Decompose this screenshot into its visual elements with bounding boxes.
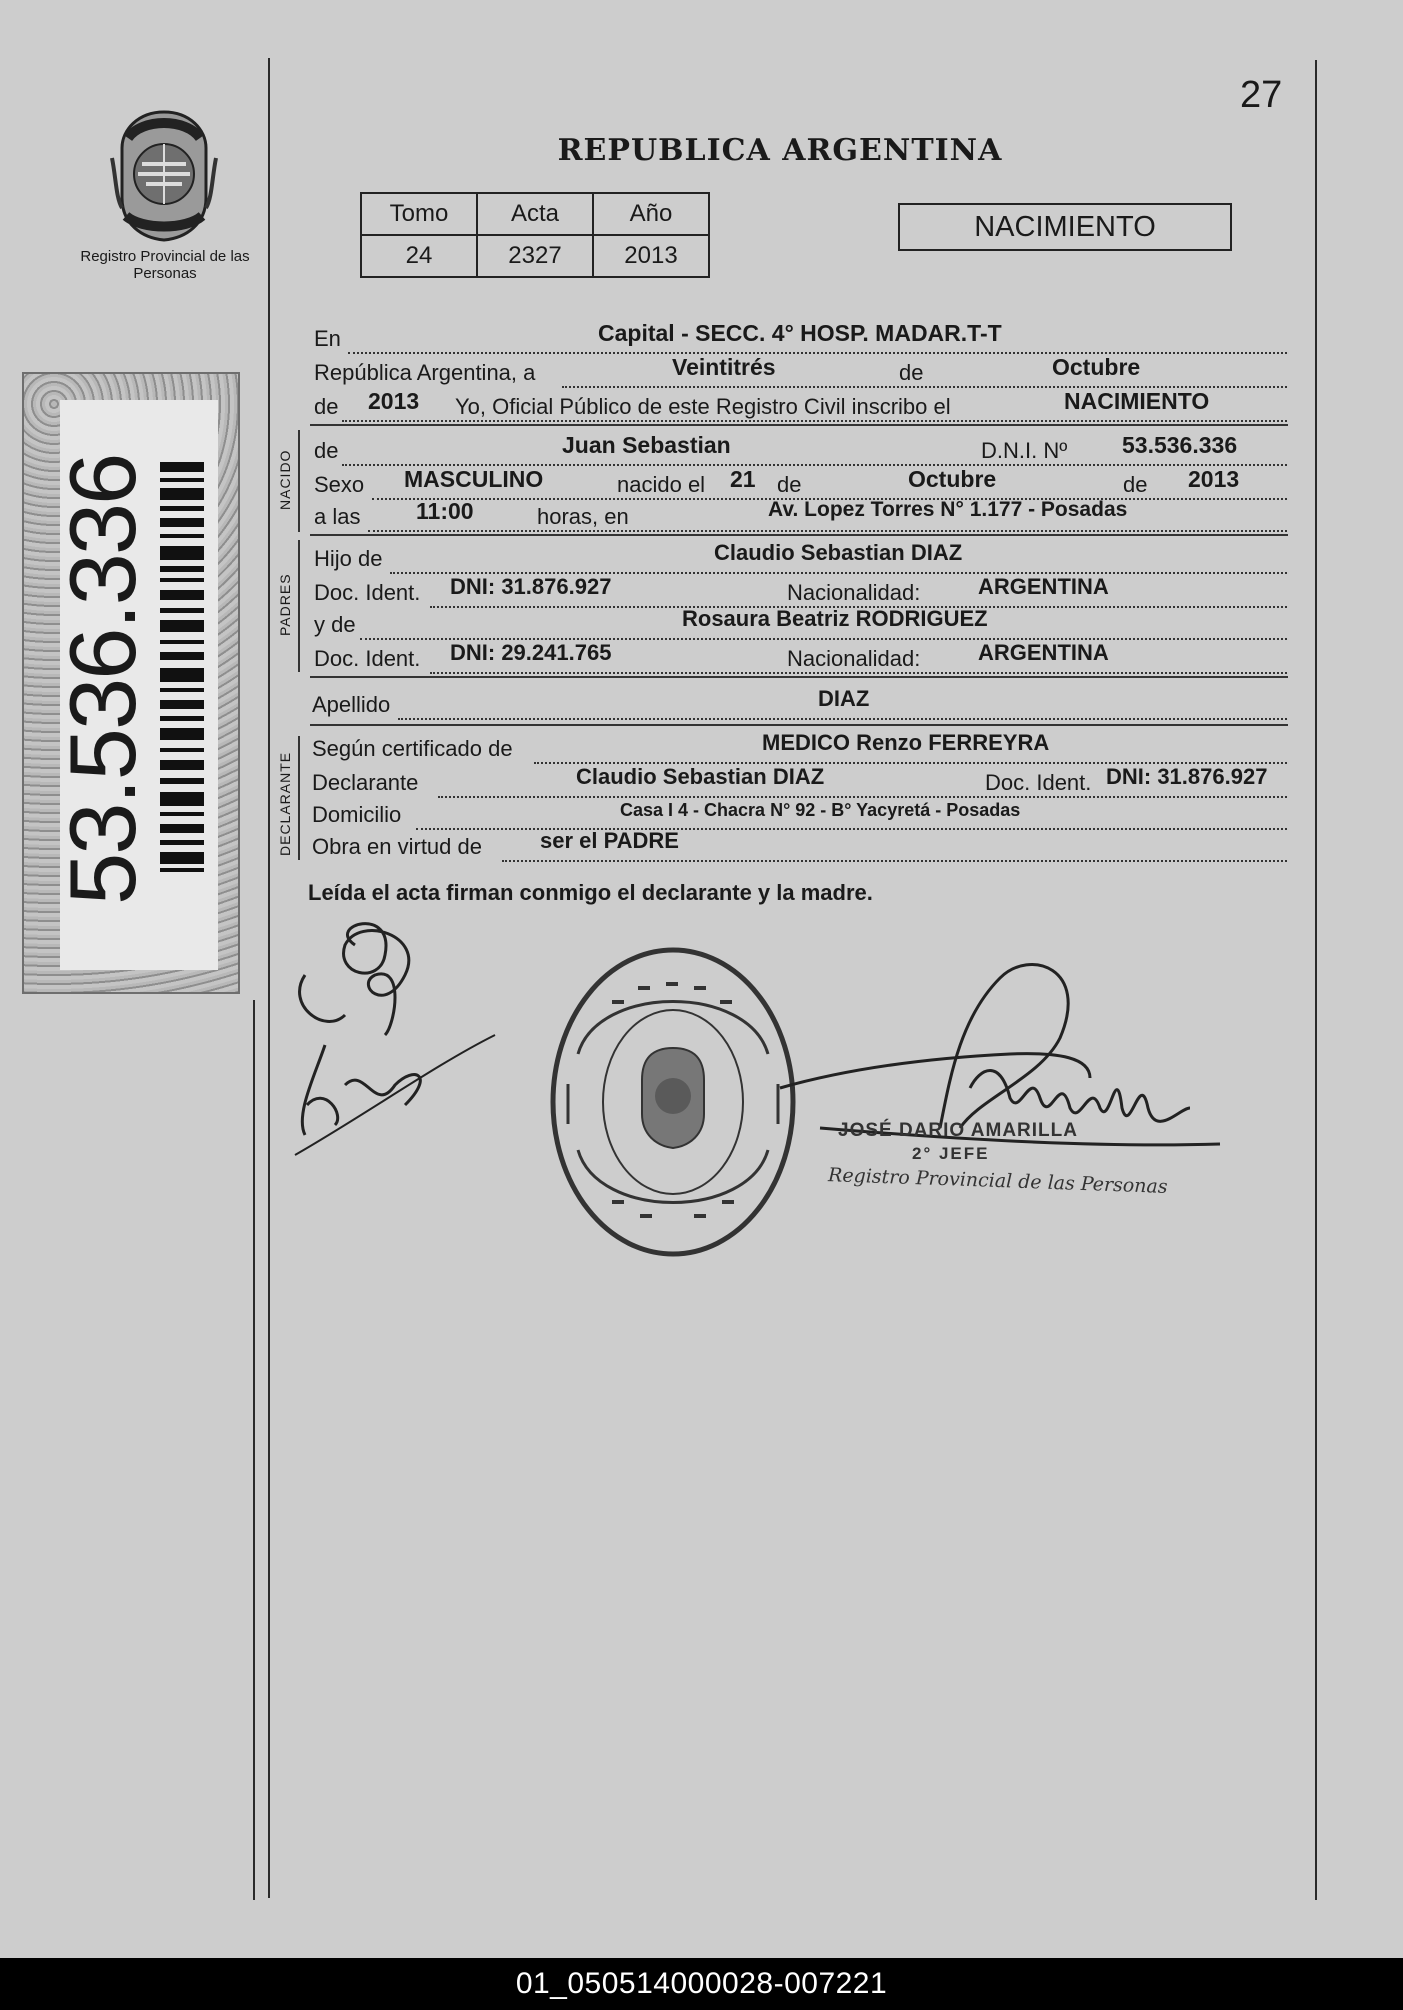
day-value: Veintitrés xyxy=(672,354,776,380)
domicilio-label: Domicilio xyxy=(312,802,402,827)
father-nationality: ARGENTINA xyxy=(978,574,1109,599)
padres-label: PADRES xyxy=(277,573,293,636)
apellido-label: Apellido xyxy=(312,692,391,717)
nacido-label: NACIDO xyxy=(277,449,293,510)
row-place xyxy=(312,320,1287,358)
dni-label: D.N.I. Nº xyxy=(978,438,1070,464)
section-divider xyxy=(310,676,1288,678)
closing-statement: Leída el acta firman conmigo el declarante y la madre. xyxy=(308,880,873,905)
row-address xyxy=(312,802,1287,834)
declarante-field-label: Declarante xyxy=(312,770,419,795)
nacido-bracket xyxy=(298,430,300,532)
doc-ident-label: Doc. Ident. xyxy=(314,580,421,605)
dotted-line xyxy=(398,718,1287,720)
row-declarant xyxy=(312,764,1287,802)
right-margin-line xyxy=(1315,60,1317,1900)
birth-month: Octubre xyxy=(908,466,997,492)
mother-signature xyxy=(285,915,505,1175)
table-header: Año xyxy=(593,193,709,235)
dotted-line xyxy=(430,672,1287,674)
republica-label: República Argentina, a xyxy=(314,360,536,385)
record-table xyxy=(360,192,710,278)
padres-bracket xyxy=(298,540,300,672)
section-divider xyxy=(310,534,1288,536)
row-time-place xyxy=(312,498,1287,536)
left-margin-line-lower xyxy=(253,1000,255,1900)
officer-office: Registro Provincial de las Personas xyxy=(827,1164,1168,1198)
tomo-value: 24 xyxy=(361,235,477,277)
mother-nationality: ARGENTINA xyxy=(978,640,1109,665)
table-header: Tomo xyxy=(361,193,477,235)
record-type-box: NACIMIENTO xyxy=(898,203,1232,251)
sex-value: MASCULINO xyxy=(404,466,544,492)
declarant-doc: DNI: 31.876.927 xyxy=(1106,764,1268,789)
de2-label: de xyxy=(314,394,339,419)
mother-name: Rosaura Beatriz RODRIGUEZ xyxy=(682,606,988,631)
father-name: Claudio Sebastian DIAZ xyxy=(714,540,963,565)
nacionalidad-label: Nacionalidad: xyxy=(784,646,923,672)
provincial-seal-icon xyxy=(108,108,220,244)
acta-value: 2327 xyxy=(477,235,593,277)
mother-doc: DNI: 29.241.765 xyxy=(450,640,612,665)
place-value: Capital - SECC. 4° HOSP. MADAR.T-T xyxy=(598,320,1002,346)
doc-ident-label: Doc. Ident. xyxy=(982,770,1094,796)
anio-value: 2013 xyxy=(593,235,709,277)
birth-day: 21 xyxy=(730,466,756,492)
officer-signature xyxy=(760,958,1230,1188)
barcode-icon xyxy=(160,462,204,872)
left-margin-line xyxy=(268,58,270,1898)
declarant-name: Claudio Sebastian DIAZ xyxy=(576,764,825,789)
declarante-label: DECLARANTE xyxy=(277,751,293,856)
de-label: de xyxy=(896,360,926,386)
dotted-line xyxy=(348,352,1287,354)
y-de-label: y de xyxy=(314,612,356,637)
obra-label: Obra en virtud de xyxy=(312,834,482,859)
child-name: Juan Sebastian xyxy=(562,432,731,458)
doc-ident-label: Doc. Ident. xyxy=(314,646,421,671)
birth-place: Av. Lopez Torres N° 1.177 - Posadas xyxy=(768,498,1128,521)
declarante-bracket xyxy=(298,736,300,860)
row-surname xyxy=(312,686,1287,724)
sexo-label: Sexo xyxy=(314,472,365,497)
barcode-number: 53.536.336 xyxy=(50,454,155,905)
de-label: de xyxy=(1120,472,1150,498)
document-title: REPUBLICA ARGENTINA xyxy=(557,133,1003,168)
en-label: En xyxy=(314,326,341,351)
section-divider xyxy=(310,724,1288,726)
horas-label: horas, en xyxy=(534,504,632,530)
section-divider xyxy=(310,424,1288,426)
cert-label: Según certificado de xyxy=(312,736,513,761)
statement-text: Yo, Oficial Público de este Registro Civil inscribo el xyxy=(452,394,954,420)
officer-name: JOSÉ DARIO AMARILLA xyxy=(838,1120,1078,1141)
address-value: Casa I 4 - Chacra N° 92 - B° Yacyretá - Posadas xyxy=(620,800,1021,820)
hijo-de-label: Hijo de xyxy=(314,546,383,571)
year-value: 2013 xyxy=(368,388,420,414)
nacido-el-label: nacido el xyxy=(614,472,708,498)
dotted-line xyxy=(438,796,1287,798)
page-number: 27 xyxy=(1240,74,1283,116)
cert-value: MEDICO Renzo FERREYRA xyxy=(762,730,1050,755)
dotted-line xyxy=(502,860,1287,862)
birth-time: 11:00 xyxy=(416,498,474,524)
capacity-value: ser el PADRE xyxy=(540,828,679,853)
footer-id: 01_050514000028-007221 xyxy=(0,1958,1403,2010)
father-doc: DNI: 31.876.927 xyxy=(450,574,612,599)
act-value: NACIMIENTO xyxy=(1064,388,1210,414)
officer-role: 2° JEFE xyxy=(912,1144,990,1163)
birth-year: 2013 xyxy=(1188,466,1240,492)
row-mother-doc xyxy=(312,640,1287,678)
month-value: Octubre xyxy=(1052,354,1141,380)
a-las-label: a las xyxy=(314,504,361,529)
surname-value: DIAZ xyxy=(818,686,870,711)
row-capacity xyxy=(312,828,1287,866)
row-statement xyxy=(312,388,1287,426)
child-dni: 53.536.336 xyxy=(1122,432,1238,458)
registry-label: Registro Provincial de las Personas xyxy=(80,248,250,282)
de-label: de xyxy=(314,438,339,463)
table-header: Acta xyxy=(477,193,593,235)
nacionalidad-label: Nacionalidad: xyxy=(784,580,923,606)
dotted-line xyxy=(368,530,1287,532)
de-label: de xyxy=(774,472,804,498)
dotted-line xyxy=(342,420,1287,422)
